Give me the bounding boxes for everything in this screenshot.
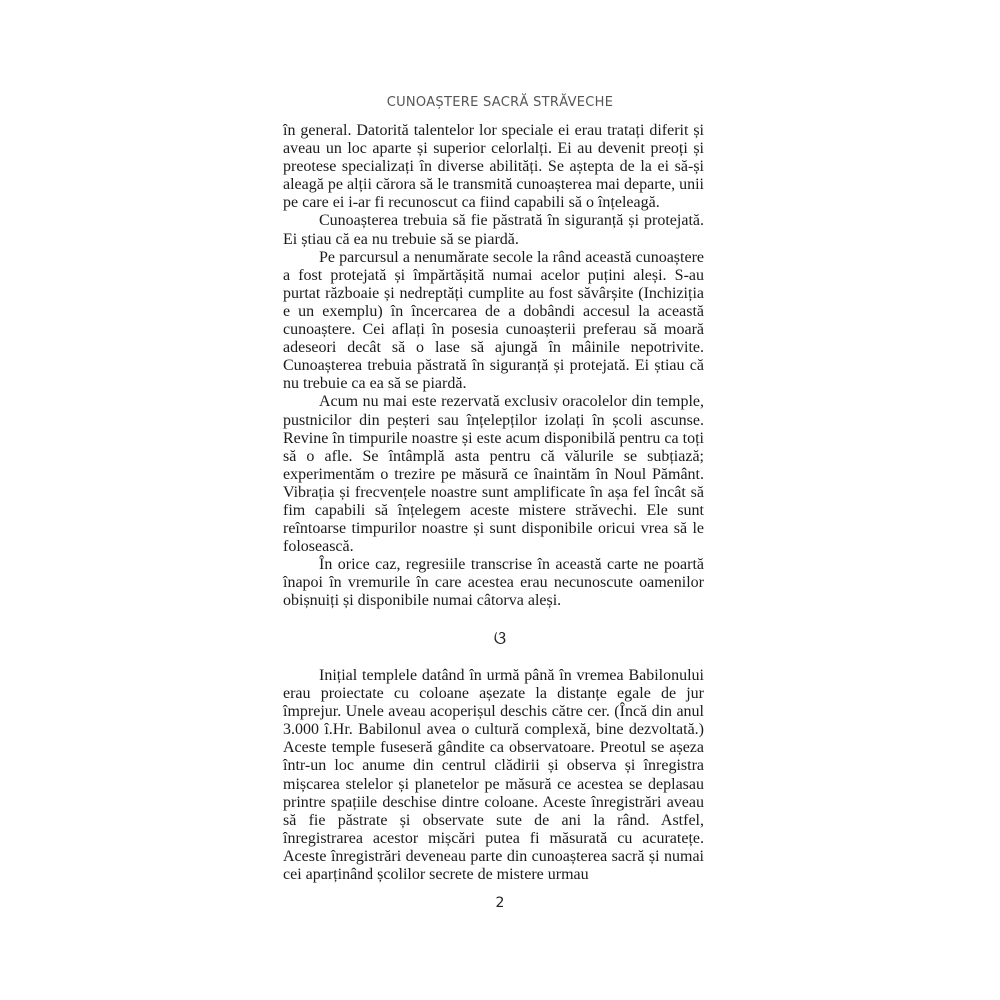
- paragraph: Acum nu mai este rezervată exclusiv oracolelor din temple, pustnicilor din peșteri sau înțelepților izolați în școli ascunse. Revine în timpurile noastre și este acum disponibilă pentru ca toți să o afle. Se întâmplă asta pentru că vălurile se subțiază; experimentăm o trezire pe măsură ce înaintăm în Noul Pământ. Vibrația și frecvențele noastre sunt amplificate în așa fel încât să fim capabili să înțelegem aceste mistere străvechi. Ele sunt reîntoarse timpurilor noastre și sunt disponibile oricui vrea să le folosească.: [283, 393, 704, 556]
- section-2-body: [283, 667, 704, 884]
- page-number: 2: [495, 895, 505, 911]
- section-separator-ornament-icon: ଓ: [493, 628, 507, 649]
- section-1-body: [283, 122, 704, 611]
- paragraph: Pe parcursul a nenumărate secole la rând această cunoaștere a fost protejată și împărtășită numai acelor puțini aleși. S-au purtat războaie și nedreptăți cumplite au fost săvârșite (Inchiziția e un exemplu) în încercarea de a dobândi accesul la această cunoaștere. Cei aflați în posesia cunoașterii preferau să moară adeseori decât să o lase să ajungă în mâinile nepotrivite. Cunoașterea trebuia păstrată în siguranță și protejată. Ei știau că nu trebuie ca ea să se piardă.: [283, 248, 704, 393]
- paragraph: În orice caz, regresiile transcrise în această carte ne poartă înapoi în vremurile în care acestea erau necunoscute oamenilor obișnuiți și disponibile numai câtorva aleși.: [283, 556, 704, 610]
- running-header: CUNOAȘTERE SACRĂ STRĂVECHE: [386, 95, 614, 110]
- paragraph-continuation: în general. Datorită talentelor lor speciale ei erau tratați diferit și aveau un loc aparte și superior celorlalți. Ei au devenit preoți și preotese specializați în diverse abilități. Se aștepta de la ei să-și aleagă pe alții cărora să le transmită cunoașterea mai departe, unii pe care ei i-ar fi recunoscut ca fiind capabili să o înțeleagă.: [283, 122, 704, 212]
- paragraph: Cunoașterea trebuia să fie păstrată în siguranță și protejată. Ei știau că ea nu trebuie să se piardă.: [283, 212, 704, 248]
- paragraph: Inițial templele datând în urmă până în vremea Babilonului erau proiectate cu coloane așezate la distanțe egale de jur împrejur. Unele aveau acoperișul deschis către cer. (Încă din anul 3.000 î.Hr. Babilonul avea o cultură complexă, bine dezvoltată.) Aceste temple fuseseră gândite ca observatoare. Preotul se așeza într-un loc anume din centrul clădirii și observa și înregistra mișcarea stelelor și planetelor pe măsură ce acestea se deplasau printre spațiile deschise dintre coloane. Aceste înregistrări aveau să fie păstrate și observate sute de ani la rând. Astfel, înregistrarea acestor mișcări putea fi măsurată cu acuratețe. Aceste înregistrări deveneau parte din cunoașterea sacră și numai cei aparținând școlilor secrete de mistere urmau: [283, 667, 704, 884]
